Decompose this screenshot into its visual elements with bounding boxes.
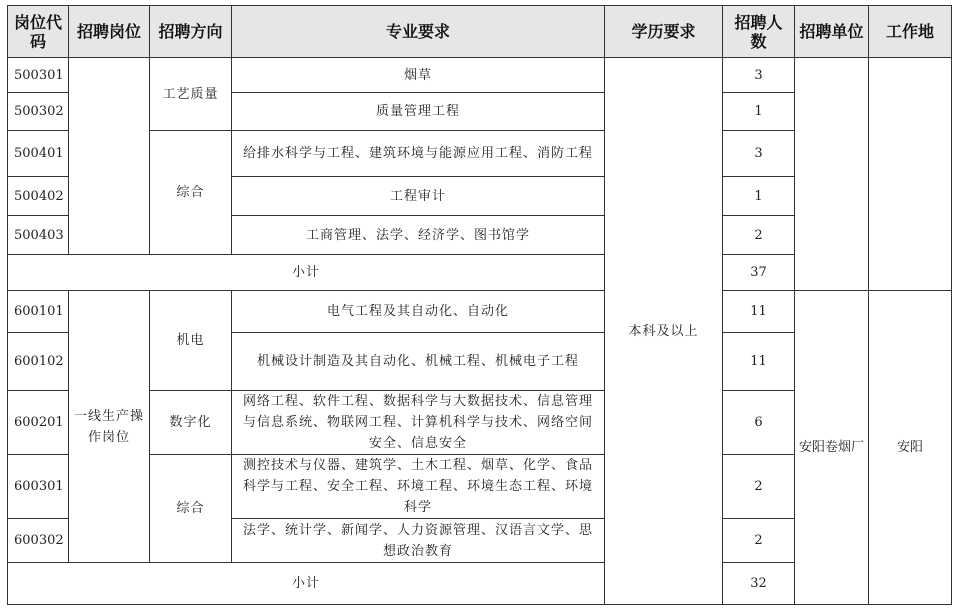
cell-code: 500403 [8, 216, 69, 255]
cell-major: 烟草 [232, 58, 605, 93]
cell-code: 600201 [8, 391, 69, 455]
cell-location-a [869, 58, 952, 291]
subtotal-count: 32 [723, 563, 795, 605]
header-major: 专业要求 [232, 6, 605, 58]
subtotal-count: 37 [723, 255, 795, 291]
cell-code: 600101 [8, 291, 69, 333]
cell-major: 工程审计 [232, 177, 605, 216]
cell-code: 600302 [8, 519, 69, 563]
cell-major: 给排水科学与工程、建筑环境与能源应用工程、消防工程 [232, 131, 605, 177]
cell-direction: 工艺质量 [150, 58, 232, 131]
cell-major: 法学、统计学、新闻学、人力资源管理、汉语言文学、思想政治教育 [232, 519, 605, 563]
cell-count: 1 [723, 93, 795, 131]
cell-major: 工商管理、法学、经济学、图书馆学 [232, 216, 605, 255]
cell-unit: 安阳卷烟厂 [795, 291, 869, 605]
header-row [8, 6, 952, 58]
header-post: 招聘岗位 [69, 6, 150, 58]
cell-post: 一线生产操作岗位 [69, 291, 150, 563]
cell-count: 11 [723, 333, 795, 391]
subtotal-label: 小计 [8, 255, 605, 291]
cell-code: 500402 [8, 177, 69, 216]
table-row [8, 58, 952, 93]
cell-count: 6 [723, 391, 795, 455]
header-unit: 招聘单位 [795, 6, 869, 58]
cell-count: 1 [723, 177, 795, 216]
header-location: 工作地 [869, 6, 952, 58]
subtotal-label: 小计 [8, 563, 605, 605]
header-direction: 招聘方向 [150, 6, 232, 58]
cell-code: 600102 [8, 333, 69, 391]
header-code: 岗位代码 [8, 6, 69, 58]
cell-code: 500301 [8, 58, 69, 93]
cell-count: 3 [723, 58, 795, 93]
cell-count: 2 [723, 455, 795, 519]
header-education: 学历要求 [605, 6, 723, 58]
table-row [8, 291, 952, 333]
cell-unit-a [795, 58, 869, 291]
cell-code: 600301 [8, 455, 69, 519]
cell-education: 本科及以上 [605, 58, 723, 605]
cell-direction: 综合 [150, 455, 232, 563]
cell-major: 机械设计制造及其自动化、机械工程、机械电子工程 [232, 333, 605, 391]
cell-direction: 数字化 [150, 391, 232, 455]
cell-location: 安阳 [869, 291, 952, 605]
cell-direction: 综合 [150, 131, 232, 255]
cell-count: 2 [723, 519, 795, 563]
cell-direction: 机电 [150, 291, 232, 391]
cell-code: 500302 [8, 93, 69, 131]
cell-major: 电气工程及其自动化、自动化 [232, 291, 605, 333]
cell-major: 网络工程、软件工程、数据科学与大数据技术、信息管理与信息系统、物联网工程、计算机科学与技术、网络空间安全、信息安全 [232, 391, 605, 455]
recruitment-table [7, 5, 952, 605]
cell-major: 测控技术与仪器、建筑学、土木工程、烟草、化学、食品科学与工程、安全工程、环境工程、环境生态工程、环境科学 [232, 455, 605, 519]
cell-count: 11 [723, 291, 795, 333]
header-count: 招聘人数 [723, 6, 795, 58]
cell-code: 500401 [8, 131, 69, 177]
cell-count: 2 [723, 216, 795, 255]
cell-major: 质量管理工程 [232, 93, 605, 131]
cell-count: 3 [723, 131, 795, 177]
cell-post-a [69, 58, 150, 255]
